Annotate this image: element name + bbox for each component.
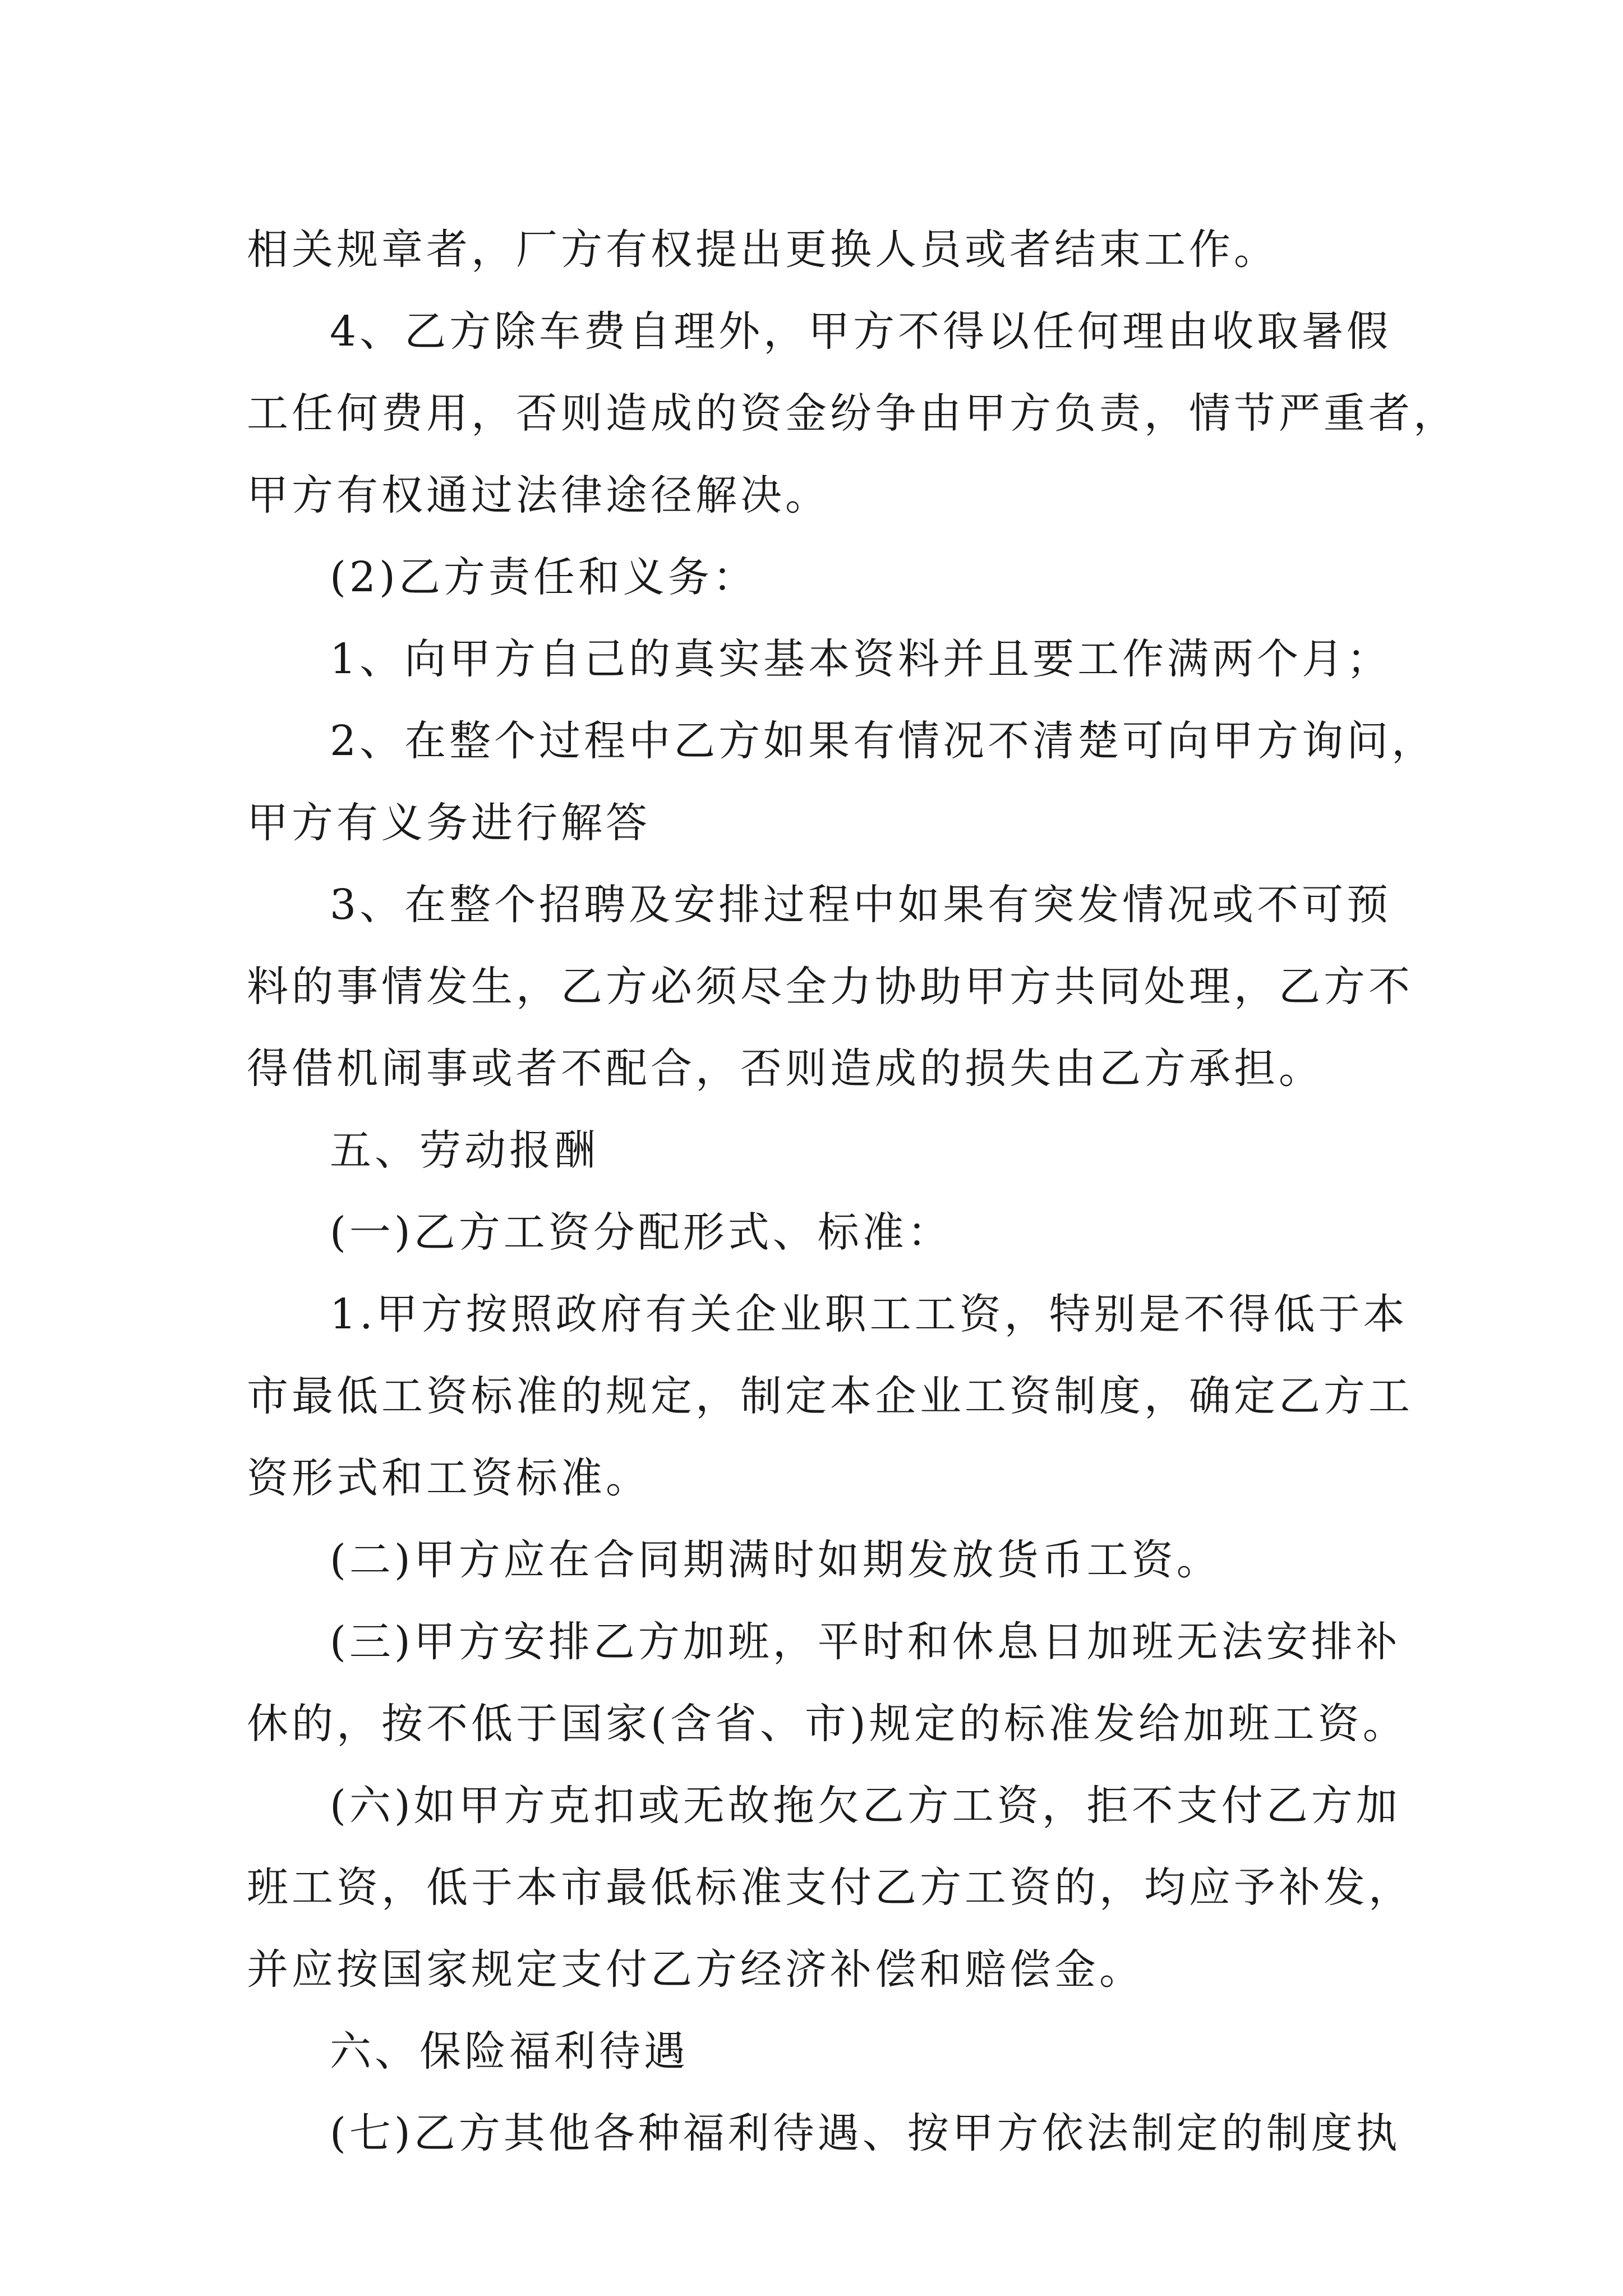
text-line: 1、向甲方自己的真实基本资料并且要工作满两个月； [330, 635, 1392, 683]
text-line: 得借机闹事或者不配合，否则造成的损失由乙方承担。 [247, 1045, 1324, 1093]
text-line: (2)乙方责任和义务： [330, 553, 758, 601]
text-line: 相关规章者，厂方有权提出更换人员或者结束工作。 [247, 226, 1279, 274]
text-line: (一)乙方工资分配形式、标准： [330, 1208, 952, 1257]
text-line: (七)乙方其他各种福利待遇、按甲方依法制定的制度执 [330, 2109, 1401, 2157]
text-line: 并应按国家规定支付乙方经济补偿和赔偿金。 [247, 1945, 1144, 1994]
text-line: 2、在整个过程中乙方如果有情况不清楚可向甲方询问， [330, 717, 1437, 765]
text-line: (六)如甲方克扣或无故拖欠乙方工资，拒不支付乙方加 [330, 1782, 1401, 1830]
text-line: 休的，按不低于国家(含省、市)规定的标准发给加班工资。 [247, 1700, 1408, 1748]
text-line: 3、在整个招聘及安排过程中如果有突发情况或不可预 [330, 881, 1392, 929]
text-line: (三)甲方安排乙方加班，平时和休息日加班无法安排补 [330, 1618, 1401, 1666]
text-line: (二)甲方应在合同期满时如期发放货币工资。 [330, 1536, 1221, 1584]
document-body [247, 209, 1458, 2174]
text-line: 4、乙方除车费自理外，甲方不得以任何理由收取暑假 [330, 307, 1392, 356]
text-line: 1.甲方按照政府有关企业职工工资，特别是不得低于本 [330, 1290, 1408, 1338]
text-line: 五、劳动报酬 [330, 1126, 599, 1175]
text-line: 工任何费用，否则造成的资金纷争由甲方负责，情节严重者， [247, 389, 1458, 438]
text-line: 市最低工资标准的规定，制定本企业工资制度，确定乙方工 [247, 1372, 1413, 1420]
text-line: 班工资，低于本市最低标准支付乙方工资的，均应予补发， [247, 1864, 1413, 1912]
text-line: 资形式和工资标准。 [247, 1454, 651, 1502]
text-line: 六、保险福利待遇 [330, 2027, 689, 2076]
text-line: 甲方有义务进行解答 [247, 799, 651, 847]
text-line: 料的事情发生，乙方必须尽全力协助甲方共同处理，乙方不 [247, 963, 1413, 1011]
text-line: 甲方有权通过法律途径解决。 [247, 471, 830, 519]
